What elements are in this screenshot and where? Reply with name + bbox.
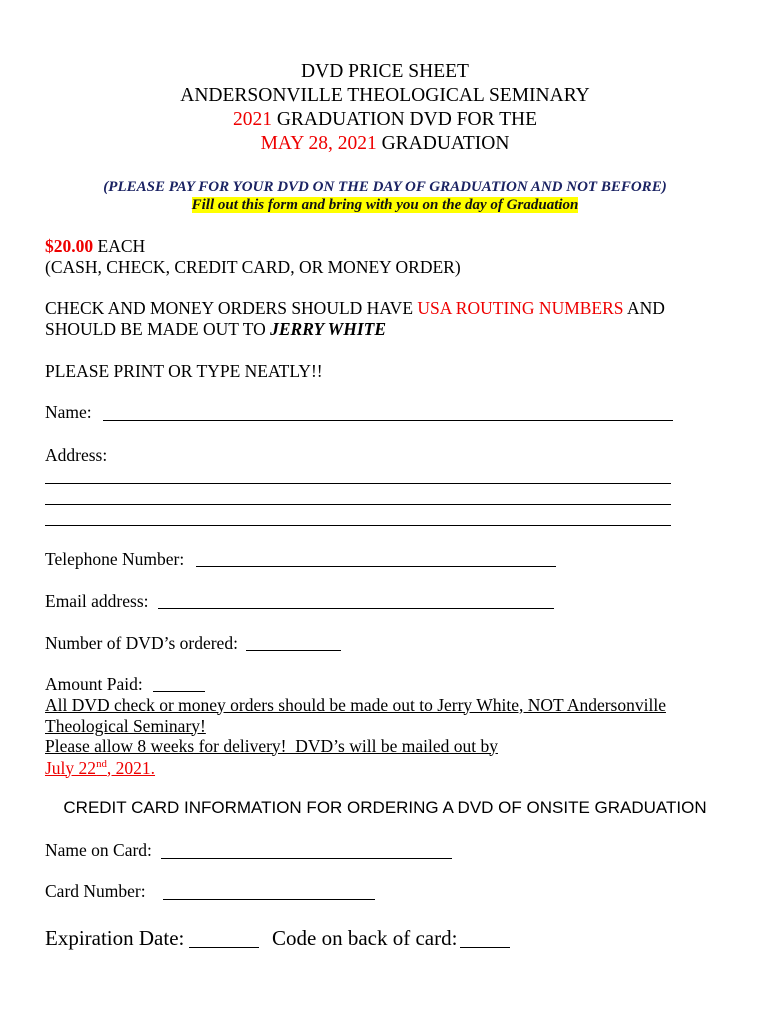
dvd-count-label-line <box>45 633 238 654</box>
credit-card-heading-line <box>0 797 770 818</box>
institution-line <box>0 84 770 108</box>
payment-methods-line <box>45 257 461 278</box>
mail-date-ordinal: nd <box>96 757 107 770</box>
address-input-line-2[interactable] <box>45 504 671 505</box>
payee-note-line-1 <box>45 695 666 716</box>
document-title: DVD PRICE SHEET <box>301 61 469 82</box>
institution-name: ANDERSONVILLE THEOLOGICAL SEMINARY <box>180 85 590 106</box>
print-instruction: PLEASE PRINT OR TYPE NEATLY!! <box>45 360 323 381</box>
mail-date-line <box>45 758 155 779</box>
mail-date: July 22 <box>45 757 97 778</box>
payee-note-text-1: All DVD check or money orders should be made out to Jerry White, NOT Andersonville <box>45 694 666 715</box>
highlighted-instruction: Fill out this form and bring with you on the day of Graduation <box>191 197 579 213</box>
email-label: Email address: <box>45 590 149 611</box>
graduation-date-line <box>0 132 770 156</box>
check-instructions-text: CHECK AND MONEY ORDERS SHOULD HAVE <box>45 297 418 318</box>
check-instructions-line-2 <box>45 319 386 340</box>
delivery-note-line <box>45 736 498 757</box>
address-input-line-3[interactable] <box>45 525 671 526</box>
name-on-card-input[interactable] <box>161 858 452 859</box>
telephone-input[interactable] <box>196 566 556 567</box>
check-instructions-end: AND <box>623 297 665 318</box>
print-instruction-line <box>45 361 323 382</box>
amount-paid-input[interactable] <box>153 691 205 692</box>
dvd-count-input[interactable] <box>246 650 341 651</box>
price-unit: EACH <box>93 235 146 256</box>
payment-timing-text: (PLEASE PAY FOR YOUR DVD ON THE DAY OF GRADUATION AND NOT BEFORE) <box>103 179 667 195</box>
payee-note-text-2: Theological Seminary! <box>45 715 206 736</box>
graduation-label: GRADUATION <box>376 133 510 154</box>
credit-card-heading: CREDIT CARD INFORMATION FOR ORDERING A DVD OF ONSITE GRADUATION <box>63 797 707 817</box>
routing-requirement: USA ROUTING NUMBERS <box>417 297 624 318</box>
expiration-label-line <box>45 926 184 951</box>
name-on-card-label: Name on Card: <box>45 839 152 860</box>
form-instruction-line <box>0 196 770 214</box>
price-amount: $20.00 <box>45 235 94 256</box>
telephone-label: Telephone Number: <box>45 548 185 569</box>
name-label: Name: <box>45 401 92 422</box>
amount-paid-label: Amount Paid: <box>45 673 143 694</box>
card-number-label-line <box>45 881 146 902</box>
address-label: Address: <box>45 444 108 465</box>
price-line <box>45 236 145 257</box>
expiration-label: Expiration Date: <box>45 926 185 951</box>
check-instructions-line-1 <box>45 298 665 319</box>
card-number-input[interactable] <box>163 899 375 900</box>
graduation-dvd-line <box>0 108 770 132</box>
address-input-line-1[interactable] <box>45 483 671 484</box>
graduation-dvd-label: GRADUATION DVD FOR THE <box>271 109 538 130</box>
security-code-input[interactable] <box>460 947 510 948</box>
name-on-card-label-line <box>45 840 152 861</box>
dvd-count-label: Number of DVD’s ordered: <box>45 632 238 653</box>
name-input[interactable] <box>103 420 673 421</box>
email-input[interactable] <box>158 608 554 609</box>
security-code-label-line <box>272 926 457 951</box>
telephone-label-line <box>45 549 184 570</box>
mail-date-year: , 2021. <box>106 757 156 778</box>
graduation-date: MAY 28, 2021 <box>260 133 377 154</box>
payment-timing-notice <box>0 178 770 196</box>
delivery-note: Please allow 8 weeks for delivery! DVD’s will be mailed out by <box>45 735 498 756</box>
security-code-label: Code on back of card: <box>272 926 458 951</box>
address-label-line <box>45 445 107 466</box>
email-label-line <box>45 591 149 612</box>
graduation-year: 2021 <box>232 109 272 130</box>
payee-note-line-2 <box>45 716 206 737</box>
name-label-line <box>45 402 92 423</box>
expiration-date-input[interactable] <box>189 947 259 948</box>
payment-methods: (CASH, CHECK, CREDIT CARD, OR MONEY ORDER) <box>45 256 461 277</box>
amount-paid-label-line <box>45 674 143 695</box>
card-number-label: Card Number: <box>45 880 146 901</box>
title-line <box>0 60 770 84</box>
payee-lead-text: SHOULD BE MADE OUT TO <box>45 318 271 339</box>
payee-name: JERRY WHITE <box>270 318 386 339</box>
